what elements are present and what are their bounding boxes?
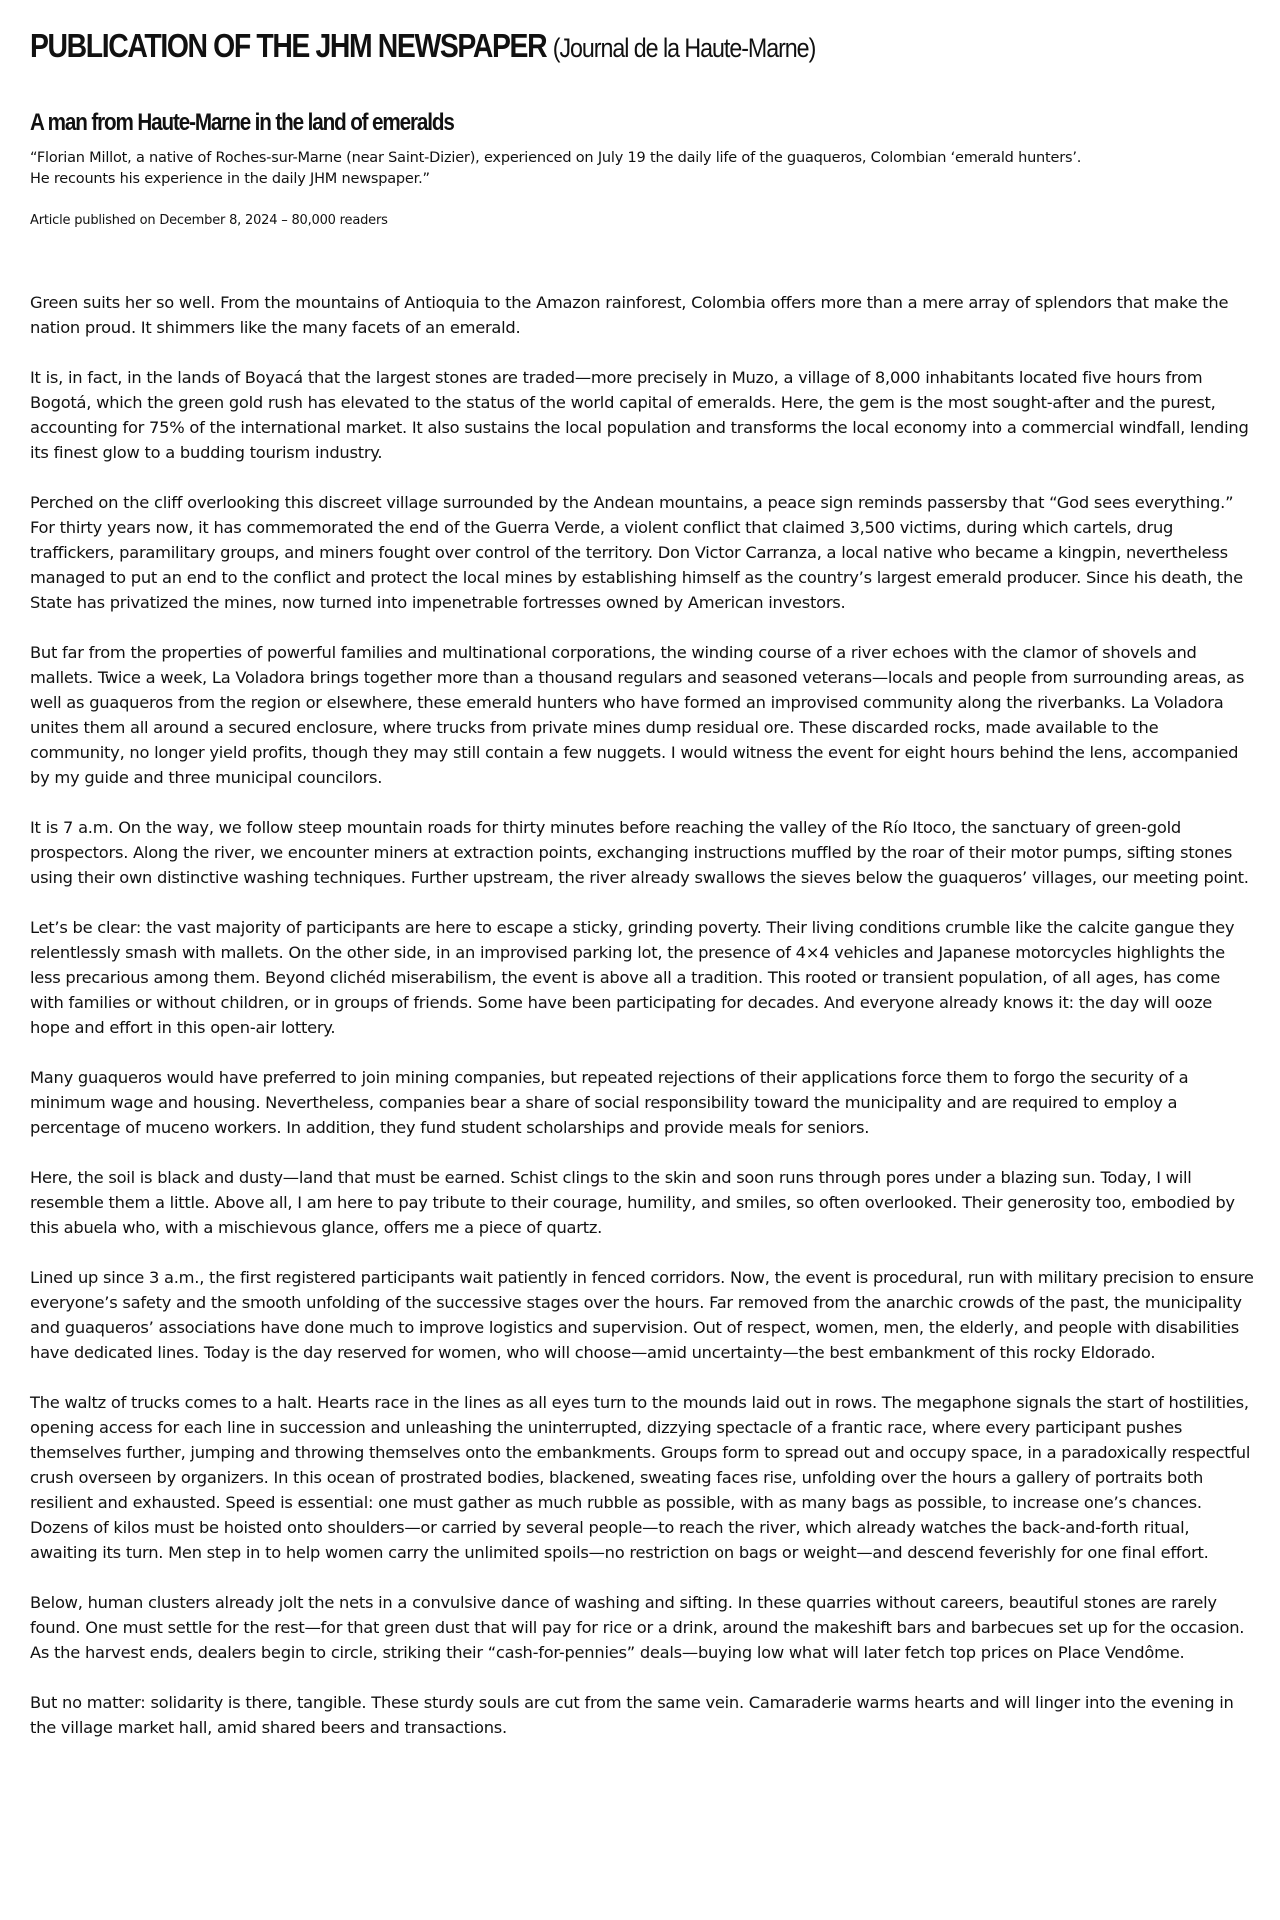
article-paragraph: Here, the soil is black and dusty—land that must be earned. Schist clings to the skin and soon runs through pores under a blazing sun. Today, I will resemble them a little. Above all, I am here to pay tribute to their courage, humility, and smiles, so often overlooked. Their generosity too, embodied by this abuela who, with a mischievous glance, offers me a piece of quartz. xyxy=(30,1168,1235,1237)
article-paragraph: The waltz of trucks comes to a halt. Hearts race in the lines as all eyes turn to the mounds laid out in rows. The megaphone signals the start of hostilities, opening access for each line in succession and unleashing the uninterrupted, dizzying spectacle of a frantic race, where every participant pushes themselves further, jumping and throwing themselves onto the embankments. Groups form to spread out and occupy space, in a paradoxically respectful crush overseen by organizers. In this ocean of prostrated bodies, blackened, sweating faces rise, unfolding over the hours a gallery of portraits both resilient and exhausted. Speed is essential: one must gather as much rubble as possible, with as many bags as possible, to increase one’s chances. Dozens of kilos must be hoisted onto shoulders—or carried by several people—to reach the river, which already watches the back-and-forth ritual, awaiting its turn. Men step in to help women carry the unlimited spoils—no restriction on bags or weight—and descend feverishly for one final effort. xyxy=(30,1393,1251,1562)
article-meta: Article published on December 8, 2024 – 80,000 readers xyxy=(30,213,388,228)
article-standfirst xyxy=(30,148,1256,190)
article-paragraph: Perched on the cliff overlooking this discreet village surrounded by the Andean mountains, a peace sign reminds passersby that “God sees everything.” For thirty years now, it has commemorated the end of the Guerra Verde, a violent conflict that claimed 3,500 victims, during which cartels, drug traffickers, paramilitary groups, and miners fought over control of the territory. Don Victor Carranza, a local native who became a kingpin, nevertheless managed to put an end to the conflict and protect the local mines by establishing himself as the country’s largest emerald producer. Since his death, the State has privatized the mines, now turned into impenetrable fortresses owned by American investors. xyxy=(30,493,1243,612)
article-paragraph: Many guaqueros would have preferred to join mining companies, but repeated rejections of their applications force them to forgo the security of a minimum wage and housing. Nevertheless, companies bear a share of social responsibility toward the municipality and are required to employ a percentage of muceno workers. In addition, they fund student scholarships and provide meals for seniors. xyxy=(30,1068,1189,1137)
publication-title-main: PUBLICATION OF THE JHM NEWSPAPER xyxy=(30,27,547,64)
article-paragraph: It is, in fact, in the lands of Boyacá that the largest stones are traded—more precisely in Muzo, a village of 8,000 inhabitants located five hours from Bogotá, which the green gold rush has elevated to the status of the world capital of emeralds. Here, the gem is the most sought-after and the purest, accounting for 75% of the international market. It also sustains the local population and transforms the local economy into a commercial windfall, lending its finest glow to a budding tourism industry. xyxy=(30,368,1249,462)
article-paragraph: Let’s be clear: the vast majority of participants are here to escape a sticky, grinding poverty. Their living conditions crumble like the calcite gangue they relentlessly smash with mallets. On the other side, in an improvised parking lot, the presence of 4×4 vehicles and Japanese motorcycles highlights the less precarious among them. Beyond clichéd miserabilism, the event is above all a tradition. This rooted or transient population, of all ages, has come with families or without children, or in groups of friends. Some have been participating for decades. And everyone already knows it: the day will ooze hope and effort in this open-air lottery. xyxy=(30,918,1235,1037)
article-page xyxy=(30,24,1256,1765)
standfirst-line: He recounts his experience in the daily JHM newspaper.” xyxy=(30,171,430,187)
article-paragraph: But far from the properties of powerful families and multinational corporations, the winding course of a river echoes with the clamor of shovels and mallets. Twice a week, La Voladora brings together more than a thousand regulars and seasoned veterans—locals and people from surrounding areas, as well as guaqueros from the region or elsewhere, these emerald hunters who have formed an improvised community along the riverbanks. La Voladora unites them all around a secured enclosure, where trucks from private mines dump residual ore. These discarded rocks, made available to the community, no longer yield profits, though they may still contain a few nuggets. I would witness the event for eight hours behind the lens, accompanied by my guide and three municipal councilors. xyxy=(30,643,1245,787)
article-paragraph: It is 7 a.m. On the way, we follow steep mountain roads for thirty minutes before reaching the valley of the Río Itoco, the sanctuary of green-gold prospectors. Along the river, we encounter miners at extraction points, exchanging instructions muffled by the roar of their motor pumps, sifting stones using their own distinctive washing techniques. Further upstream, the river already swallows the sieves below the guaqueros’ villages, our meeting point. xyxy=(30,818,1249,887)
article-headline: A man from Haute-Marne in the land of emeralds xyxy=(30,109,454,136)
article-paragraph: Lined up since 3 a.m., the first registered participants wait patiently in fenced corridors. Now, the event is procedural, run with military precision to ensure everyone’s safety and the smooth unfolding of the successive stages over the hours. Far removed from the anarchic crowds of the past, the municipality and guaqueros’ associations have done much to improve logistics and supervision. Out of respect, women, men, the elderly, and people with disabilities have dedicated lines. Today is the day reserved for women, who will choose—amid uncertainty—the best embankment of this rocky Eldorado. xyxy=(30,1268,1254,1362)
article-paragraph: Green suits her so well. From the mountains of Antioquia to the Amazon rainforest, Colombia offers more than a mere array of splendors that make the nation proud. It shimmers like the many facets of an emerald. xyxy=(30,293,1229,337)
standfirst-line: “Florian Millot, a native of Roches-sur-Marne (near Saint-Dizier), experienced on July 19 the daily life of the guaqueros, Colombian ‘emerald hunters’. xyxy=(30,150,1082,166)
publication-title xyxy=(30,24,1084,70)
article-paragraph: Below, human clusters already jolt the nets in a convulsive dance of washing and sifting. In these quarries without careers, beautiful stones are rarely found. One must settle for the rest—for that green dust that will pay for rice or a drink, around the makeshift bars and barbecues set up for the occasion. As the harvest ends, dealers begin to circle, striking their “cash-for-pennies” deals—buying low what will later fetch top prices on Place Vendôme. xyxy=(30,1593,1245,1662)
article-paragraph: But no matter: solidarity is there, tangible. These sturdy souls are cut from the same vein. Camaraderie warms hearts and will linger into the evening in the village market hall, amid shared beers and transactions. xyxy=(30,1693,1234,1737)
article-body xyxy=(30,290,1256,1740)
publication-title-paren: (Journal de la Haute-Marne) xyxy=(552,33,816,63)
